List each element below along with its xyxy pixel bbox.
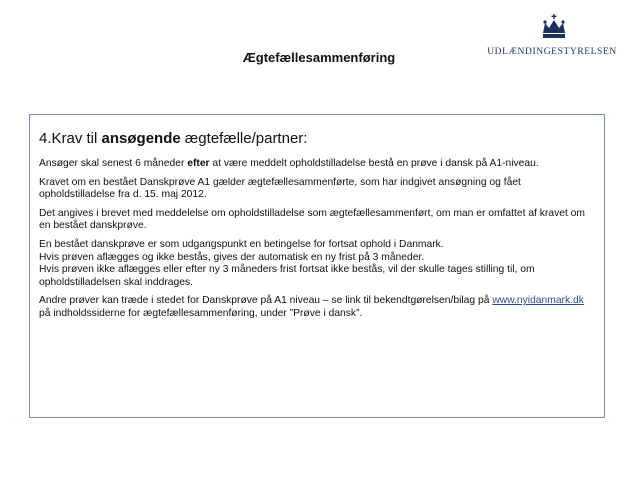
crown-icon [540, 14, 568, 40]
heading-bold: ansøgende [101, 130, 181, 147]
paragraph-scope: Kravet om en bestået Danskprøve A1 gælder ægtefællesammenførte, som har indgivet ansøgning og fået opholdstilladelse fra d. 15. maj 2012. [39, 176, 521, 201]
p1-text-after: at være meddelt opholdstilladelse bestå en prøve i dansk på A1-niveau. [209, 158, 539, 169]
udlaendingestyrelsen-logo [472, 14, 632, 64]
p4-line3: Hvis prøven ikke aflægges eller efter ny 3 måneders frist fortsat ikke bestås, vil der skulle tages stilling til, om opholdstilladelsen skal inddrages. [39, 264, 535, 288]
heading-prefix: 4.Krav til [39, 130, 102, 147]
page-title: Ægtefællesammenføring [242, 50, 396, 65]
nyidanmark-link[interactable]: www.nyidanmark.dk [492, 295, 584, 307]
paragraph-alternatives [39, 295, 597, 320]
p4-line2: Hvis prøven aflægges og ikke bestås, gives der automatisk en ny frist på 3 måneder. [39, 251, 425, 263]
p1-bold: efter [187, 158, 210, 169]
p4-line1: En bestået danskprøve er som udgangspunkt en betingelse for fortsat ophold i Danmark. [39, 238, 444, 250]
content-box [29, 114, 605, 418]
paragraph-letter: Det angives i brevet med meddelelse om opholdstilladelse som ægtefællesammenført, om man er omfattet af kravet om en bestået danskprøve. [39, 207, 585, 232]
logo-text: UDLÆNDINGESTYRELSEN [487, 47, 617, 57]
p5-text-after: på indholdssiderne for ægtefællesammenføring, under ”Prøve i dansk”. [39, 307, 363, 319]
section-heading [39, 130, 597, 147]
paragraph-deadline [39, 158, 597, 171]
heading-suffix: ægtefælle/partner: [180, 130, 308, 147]
p1-text-before: Ansøger skal senest 6 måneder [39, 158, 188, 169]
p5-text-before: Andre prøver kan træde i stedet for Danskprøve på A1 niveau – se link til bekendtgørelsen/bilag på [39, 295, 493, 307]
paragraph-conditions [39, 239, 597, 289]
